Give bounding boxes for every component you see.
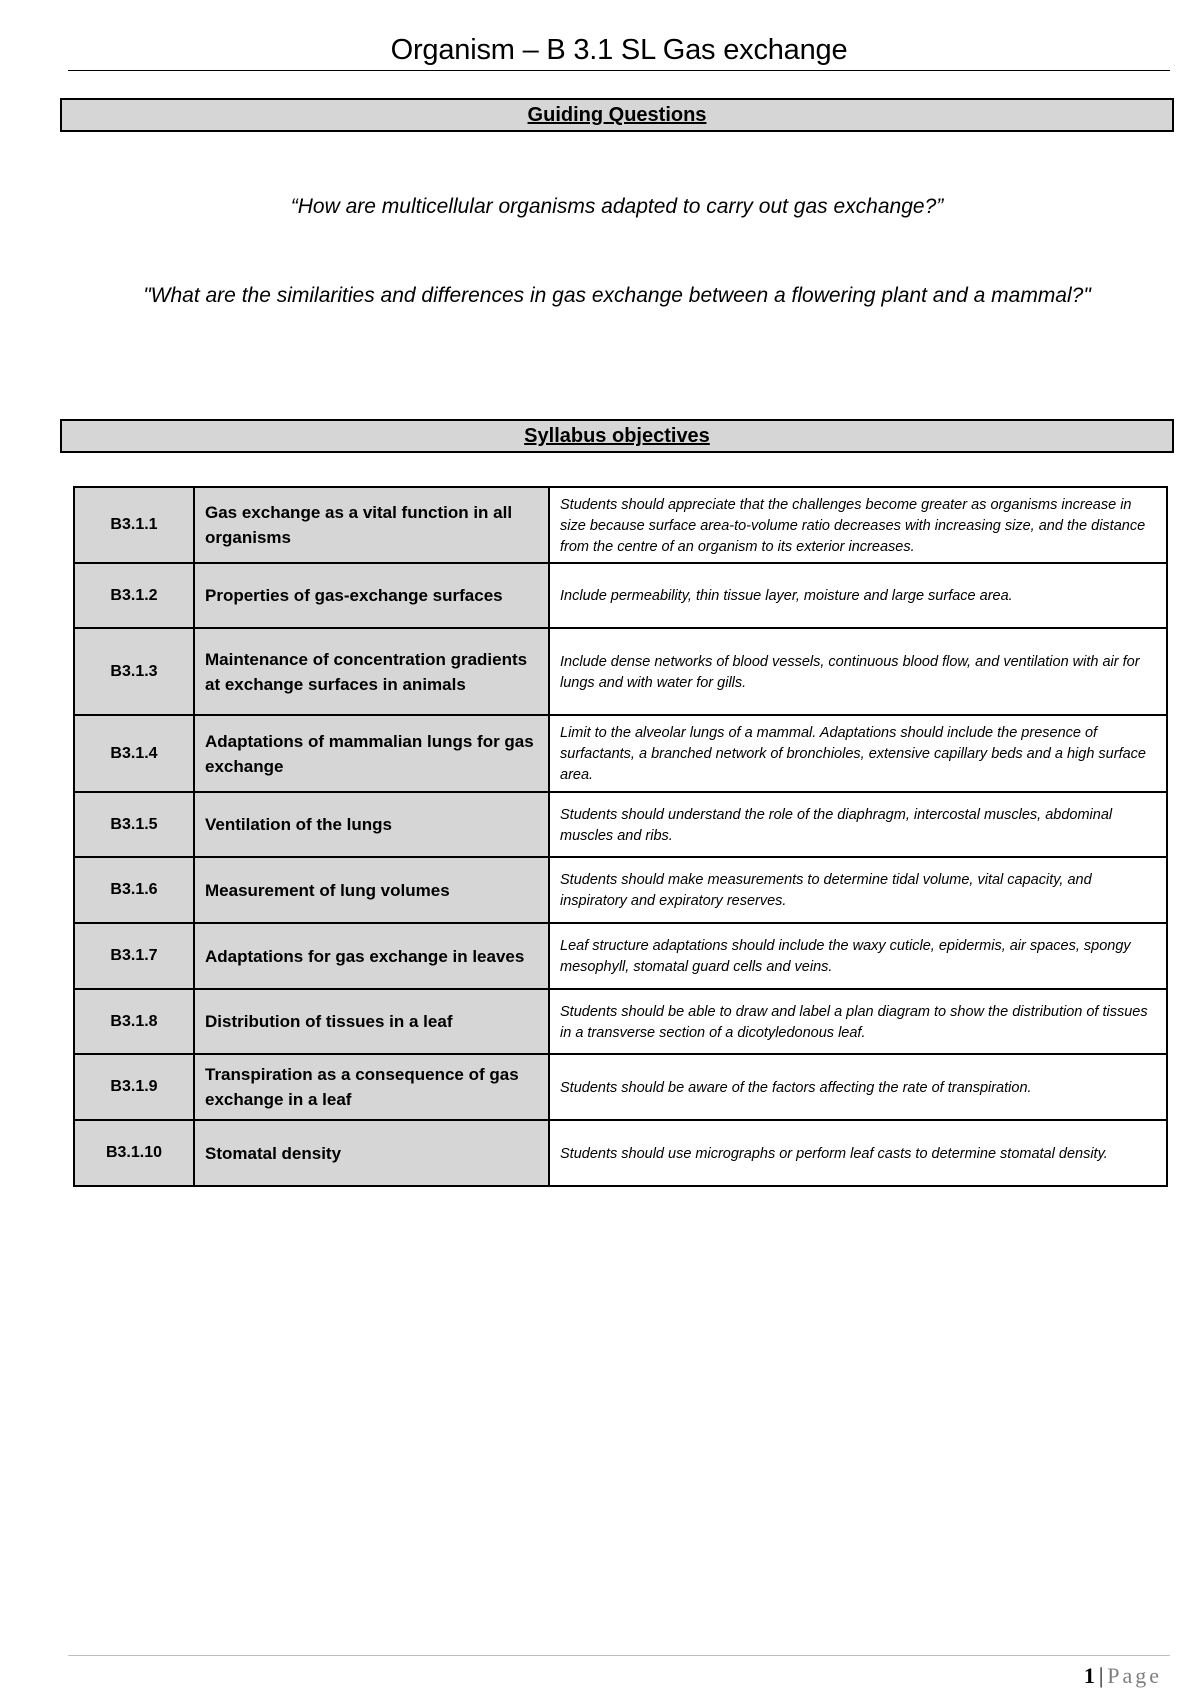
- table-row: [74, 628, 1167, 715]
- objective-topic: Measurement of lung volumes: [194, 857, 549, 923]
- table-row: [74, 563, 1167, 628]
- objective-detail: Students should use micrographs or perform leaf casts to determine stomatal density.: [549, 1120, 1167, 1186]
- table-row: [74, 715, 1167, 792]
- objective-topic: Adaptations for gas exchange in leaves: [194, 923, 549, 989]
- objective-topic: Distribution of tissues in a leaf: [194, 989, 549, 1054]
- objective-detail: Limit to the alveolar lungs of a mammal. Adaptations should include the presence of surfactants, a branched network of bronchioles, extensive capillary beds and a high surface area.: [549, 715, 1167, 792]
- syllabus-objectives-heading: Syllabus objectives: [60, 419, 1174, 453]
- objective-code: B3.1.8: [74, 989, 194, 1054]
- page-label: Page: [1107, 1663, 1162, 1688]
- page-footer: [1084, 1661, 1162, 1691]
- objective-detail: Students should be aware of the factors affecting the rate of transpiration.: [549, 1054, 1167, 1120]
- objective-topic: Maintenance of concentration gradients at exchange surfaces in animals: [194, 628, 549, 715]
- objective-code: B3.1.10: [74, 1120, 194, 1186]
- objective-detail: Include dense networks of blood vessels, continuous blood flow, and ventilation with air for lungs and with water for gills.: [549, 628, 1167, 715]
- objective-detail: Students should appreciate that the challenges become greater as organisms increase in size because surface area-to-volume ratio decreases with increasing size, and the distance from the centre of an organism to its exterior increases.: [549, 487, 1167, 563]
- objective-detail: Students should understand the role of the diaphragm, intercostal muscles, abdominal muscles and ribs.: [549, 792, 1167, 857]
- page-separator: |: [1098, 1663, 1104, 1688]
- objective-code: B3.1.3: [74, 628, 194, 715]
- syllabus-objectives-table: [73, 486, 1168, 1187]
- table-row: [74, 989, 1167, 1054]
- objective-topic: Stomatal density: [194, 1120, 549, 1186]
- objective-topic: Transpiration as a consequence of gas exchange in a leaf: [194, 1054, 549, 1120]
- objective-detail: Students should make measurements to determine tidal volume, vital capacity, and inspiratory and expiratory reserves.: [549, 857, 1167, 923]
- page-number: 1: [1083, 1663, 1095, 1688]
- title-divider: [68, 70, 1170, 71]
- table-row: [74, 1054, 1167, 1120]
- objective-code: B3.1.5: [74, 792, 194, 857]
- table-row: [74, 792, 1167, 857]
- table-row: [74, 857, 1167, 923]
- page-title: Organism – B 3.1 SL Gas exchange: [390, 34, 848, 66]
- footer-divider: [68, 1655, 1170, 1656]
- objective-detail: Leaf structure adaptations should include the waxy cuticle, epidermis, air spaces, spongy mesophyll, stomatal guard cells and veins.: [549, 923, 1167, 989]
- objective-code: B3.1.9: [74, 1054, 194, 1120]
- guiding-question-1: “How are multicellular organisms adapted to carry out gas exchange?”: [290, 195, 944, 218]
- table-row: [74, 487, 1167, 563]
- objective-code: B3.1.2: [74, 563, 194, 628]
- guiding-question-2: "What are the similarities and differences in gas exchange between a flowering plant and a mammal?": [143, 284, 1091, 307]
- table-row: [74, 923, 1167, 989]
- objective-code: B3.1.6: [74, 857, 194, 923]
- objective-topic: Gas exchange as a vital function in all organisms: [194, 487, 549, 563]
- objective-detail: Students should be able to draw and label a plan diagram to show the distribution of tissues in a transverse section of a dicotyledonous leaf.: [549, 989, 1167, 1054]
- objective-code: B3.1.7: [74, 923, 194, 989]
- objective-topic: Properties of gas-exchange surfaces: [194, 563, 549, 628]
- objective-detail: Include permeability, thin tissue layer, moisture and large surface area.: [549, 563, 1167, 628]
- objective-topic: Adaptations of mammalian lungs for gas exchange: [194, 715, 549, 792]
- objective-topic: Ventilation of the lungs: [194, 792, 549, 857]
- objective-code: B3.1.1: [74, 487, 194, 563]
- objective-code: B3.1.4: [74, 715, 194, 792]
- guiding-questions-heading: Guiding Questions: [60, 98, 1174, 132]
- table-row: [74, 1120, 1167, 1186]
